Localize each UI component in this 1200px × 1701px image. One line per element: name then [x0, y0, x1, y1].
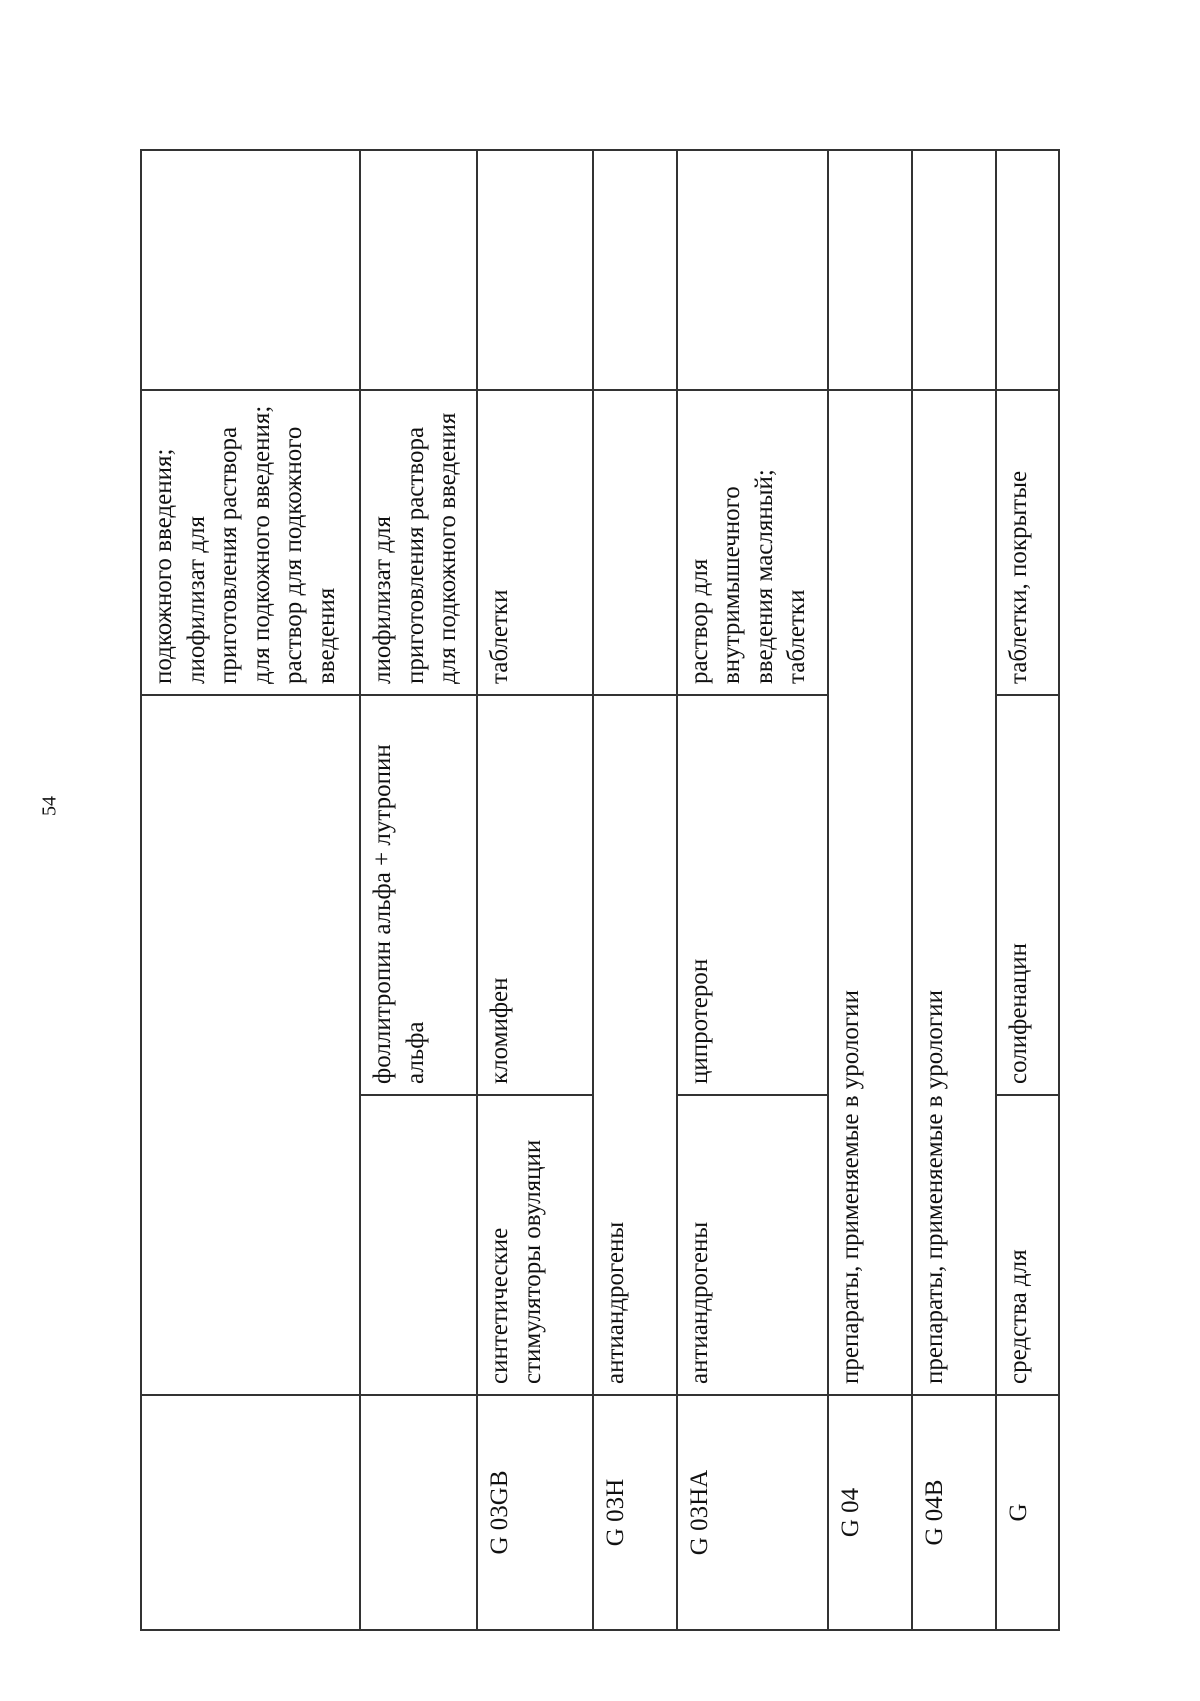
- page-number: 54: [38, 795, 61, 816]
- dosage-form-cell: подкожного введения; лиофилизат для приготовления раствора для подкожного введения; раствор для подкожного введения: [141, 390, 360, 695]
- group-cell: [360, 1095, 477, 1395]
- group-cell: [141, 695, 360, 1395]
- atc-code-cell: G: [996, 1395, 1059, 1630]
- atc-code-cell: [360, 1395, 477, 1630]
- drug-table: [140, 149, 1060, 1631]
- empty-cell: [360, 150, 477, 390]
- dosage-form-cell: [593, 390, 677, 695]
- empty-cell: [996, 150, 1059, 390]
- table-row: [996, 150, 1059, 1630]
- drug-name-cell: кломифен: [477, 695, 592, 1095]
- atc-code-cell: G 04: [828, 1395, 912, 1630]
- empty-cell: [912, 150, 996, 390]
- table-row: [828, 150, 912, 1630]
- table-row: [593, 150, 677, 1630]
- table-row: [677, 150, 828, 1630]
- drug-name-cell: ципротерон: [677, 695, 828, 1095]
- dosage-form-cell: лиофилизат для приготовления раствора для подкожного введения: [360, 390, 477, 695]
- atc-code-cell: G 03GB: [477, 1395, 592, 1630]
- dosage-form-cell: раствор для внутримышечного введения масляный; таблетки: [677, 390, 828, 695]
- group-cell: синтетические стимуляторы овуляции: [477, 1095, 592, 1395]
- group-cell: антиандрогены: [593, 695, 677, 1395]
- atc-code-cell: [141, 1395, 360, 1630]
- empty-cell: [141, 150, 360, 390]
- group-cell: антиандрогены: [677, 1095, 828, 1395]
- drug-name-cell: фоллитропин альфа + лутропин альфа: [360, 695, 477, 1095]
- table-row: [912, 150, 996, 1630]
- group-cell: средства для: [996, 1095, 1059, 1395]
- drug-table-sheet: [140, 151, 1060, 1631]
- atc-code-cell: G 03HA: [677, 1395, 828, 1630]
- table-row: [477, 150, 592, 1630]
- table-row: [141, 150, 360, 1630]
- empty-cell: [477, 150, 592, 390]
- atc-code-cell: G 03H: [593, 1395, 677, 1630]
- atc-code-cell: G 04B: [912, 1395, 996, 1630]
- empty-cell: [677, 150, 828, 390]
- dosage-form-cell: таблетки, покрытые: [996, 390, 1059, 695]
- table-row: [360, 150, 477, 1630]
- dosage-form-cell: таблетки: [477, 390, 592, 695]
- group-cell: препараты, применяемые в урологии: [912, 390, 996, 1395]
- drug-name-cell: солифенацин: [996, 695, 1059, 1095]
- group-cell: препараты, применяемые в урологии: [828, 390, 912, 1395]
- empty-cell: [593, 150, 677, 390]
- empty-cell: [828, 150, 912, 390]
